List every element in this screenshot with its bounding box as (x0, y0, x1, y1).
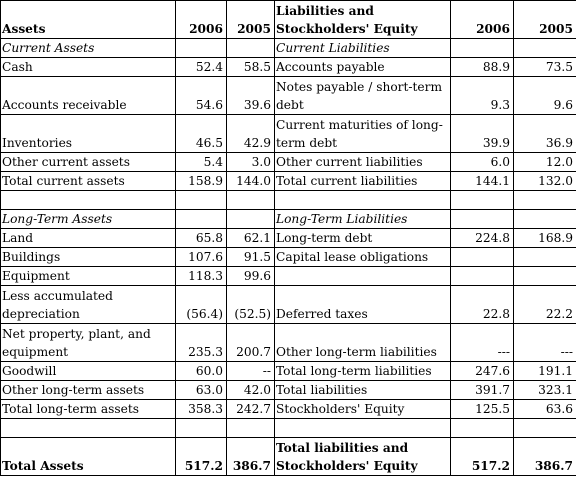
value-2006: 517.2 (176, 438, 227, 476)
value-2006: 9.3 (451, 77, 514, 115)
header-assets-2006: 2006 (176, 1, 227, 39)
value-2006: 6.0 (451, 153, 514, 172)
row-label: Buildings (1, 248, 176, 267)
table-row (1, 381, 576, 400)
row-label: Net property, plant, and equipment (1, 324, 176, 362)
header-liab-2005: 2005 (514, 1, 576, 39)
value-2006: 391.7 (451, 381, 514, 400)
value-2005: --- (514, 324, 576, 362)
header-liab-2006: 2006 (451, 1, 514, 39)
row-label: Other long-term assets (1, 381, 176, 400)
table-row (1, 153, 576, 172)
table-row (1, 324, 576, 362)
value-2005: -- (227, 362, 275, 381)
row-label: Cash (1, 58, 176, 77)
totals-row (1, 438, 576, 476)
value-2005: 91.5 (227, 248, 275, 267)
table-row (1, 362, 576, 381)
value-2006: 60.0 (176, 362, 227, 381)
table-row (1, 229, 576, 248)
value-2005: 386.7 (514, 438, 576, 476)
table-row (1, 210, 576, 229)
row-label: Accounts payable (275, 58, 451, 77)
row-label: Total liabilities (275, 381, 451, 400)
value-2006: 5.4 (176, 153, 227, 172)
row-label: Other long-term liabilities (275, 324, 451, 362)
value-2006: 125.5 (451, 400, 514, 419)
value-2005: 323.1 (514, 381, 576, 400)
row-label: Total current assets (1, 172, 176, 191)
value-2005: 63.6 (514, 400, 576, 419)
value-2006: 107.6 (176, 248, 227, 267)
spacer-row (1, 419, 576, 438)
value-2005: 42.9 (227, 115, 275, 153)
value-2005: 58.5 (227, 58, 275, 77)
header-assets: Assets (1, 1, 176, 39)
value-2006 (451, 248, 514, 267)
table-row (1, 115, 576, 153)
row-label: Other current liabilities (275, 153, 451, 172)
row-label: Land (1, 229, 176, 248)
value-2006: 63.0 (176, 381, 227, 400)
value-2006: 517.2 (451, 438, 514, 476)
value-2006: 118.3 (176, 267, 227, 286)
value-2005: 36.9 (514, 115, 576, 153)
row-label: Current maturities of long-term debt (275, 115, 451, 153)
value-2005: 9.6 (514, 77, 576, 115)
value-2005: 99.6 (227, 267, 275, 286)
row-label: Deferred taxes (275, 286, 451, 324)
row-label: Less accumulated depreciation (1, 286, 176, 324)
value-2006: 65.8 (176, 229, 227, 248)
value-2006: (56.4) (176, 286, 227, 324)
header-assets-2005: 2005 (227, 1, 275, 39)
value-2005: 73.5 (514, 58, 576, 77)
table-row (1, 400, 576, 419)
section-long-term-liabilities: Long-Term Liabilities (275, 210, 451, 229)
row-label: Accounts receivable (1, 77, 176, 115)
value-2005: 144.0 (227, 172, 275, 191)
value-2006: 235.3 (176, 324, 227, 362)
value-2005: 22.2 (514, 286, 576, 324)
row-label: Other current assets (1, 153, 176, 172)
value-2006: 247.6 (451, 362, 514, 381)
row-label: Total long-term assets (1, 400, 176, 419)
table-row (1, 172, 576, 191)
value-2006: 224.8 (451, 229, 514, 248)
value-2006: 358.3 (176, 400, 227, 419)
value-2006: 39.9 (451, 115, 514, 153)
value-2005: 42.0 (227, 381, 275, 400)
row-label: Capital lease obligations (275, 248, 451, 267)
row-label: Notes payable / short-term debt (275, 77, 451, 115)
table-row (1, 58, 576, 77)
value-2006: 158.9 (176, 172, 227, 191)
value-2005: (52.5) (227, 286, 275, 324)
value-2005: 3.0 (227, 153, 275, 172)
row-label: Equipment (1, 267, 176, 286)
section-long-term-assets: Long-Term Assets (1, 210, 176, 229)
value-2006: 52.4 (176, 58, 227, 77)
section-current-liabilities: Current Liabilities (275, 39, 451, 58)
value-2006: 54.6 (176, 77, 227, 115)
row-label: Stockholders' Equity (275, 400, 451, 419)
row-label: Inventories (1, 115, 176, 153)
value-2005: 242.7 (227, 400, 275, 419)
row-label: Total liabilities and Stockholders' Equity (275, 438, 451, 476)
table-row (1, 267, 576, 286)
value-2005: 191.1 (514, 362, 576, 381)
value-2005: 39.6 (227, 77, 275, 115)
value-2006: 22.8 (451, 286, 514, 324)
value-2005: 386.7 (227, 438, 275, 476)
section-current-assets: Current Assets (1, 39, 176, 58)
header-row (1, 1, 576, 39)
table-row (1, 248, 576, 267)
row-label: Long-term debt (275, 229, 451, 248)
table-row (1, 286, 576, 324)
value-2006: 46.5 (176, 115, 227, 153)
spacer-row (1, 191, 576, 210)
value-2005: 62.1 (227, 229, 275, 248)
value-2005: 200.7 (227, 324, 275, 362)
table-row (1, 77, 576, 115)
value-2005 (514, 248, 576, 267)
row-label: Total current liabilities (275, 172, 451, 191)
value-2006: 144.1 (451, 172, 514, 191)
row-label: Total long-term liabilities (275, 362, 451, 381)
value-2005: 12.0 (514, 153, 576, 172)
value-2005: 132.0 (514, 172, 576, 191)
header-liabilities: Liabilities and Stockholders' Equity (275, 1, 451, 39)
row-label: Goodwill (1, 362, 176, 381)
value-2005: 168.9 (514, 229, 576, 248)
row-label: Total Assets (1, 438, 176, 476)
table-row (1, 39, 576, 58)
value-2006: --- (451, 324, 514, 362)
value-2006: 88.9 (451, 58, 514, 77)
